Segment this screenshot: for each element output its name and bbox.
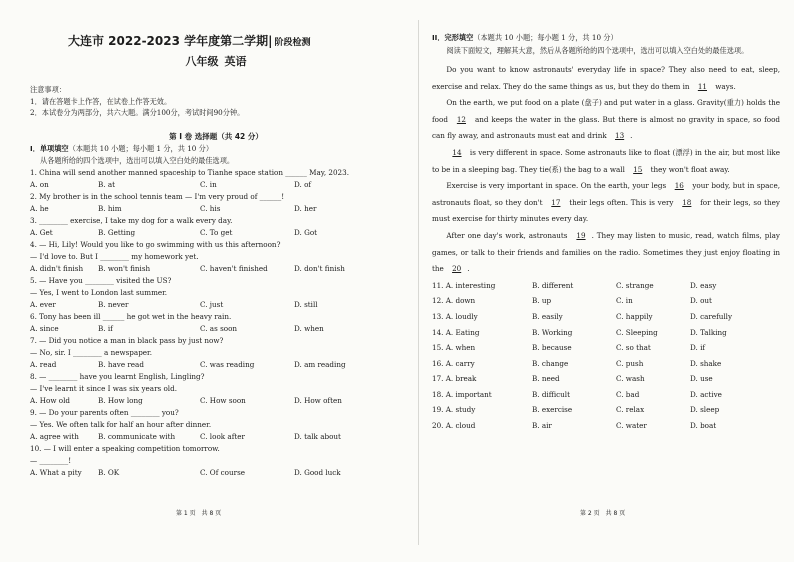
answer-option: B. Working <box>532 327 573 337</box>
question-stem: — I've learnt it since I was six years old. <box>30 383 177 393</box>
passage-text: they won't float away. <box>648 164 730 174</box>
exam-title-text: 大连市 2022-2023 学年度第二学期 <box>68 34 269 48</box>
notes-item: 2．本试卷分为两部分，共六大题。满分100分，考试时间90分钟。 <box>30 108 245 117</box>
option-row <box>30 203 402 215</box>
option-row <box>432 309 780 325</box>
passage-text: On the earth, we put food on a plate (盘子) and put water in a glass. Gravity(重力) holds the food <box>432 98 780 124</box>
question-item <box>30 167 402 191</box>
answer-option: C. happily <box>616 311 653 321</box>
part-instruction: 阅读下面短文，理解其大意，然后从各题所给的四个选项中，选出可以填入空白处的最佳选项。 <box>446 46 749 55</box>
answer-option: A. How old <box>30 395 71 405</box>
part-header <box>432 32 780 44</box>
question-stem: — ________! <box>30 455 72 465</box>
option-row <box>30 299 402 311</box>
answer-option: B. him <box>98 203 122 213</box>
answer-option: B. How long <box>98 395 143 405</box>
answer-option: B. exercise <box>532 405 573 415</box>
answer-option: D. if <box>690 343 706 353</box>
grade-subject <box>30 56 402 68</box>
passage-text: . <box>467 264 470 274</box>
option-row <box>30 323 402 335</box>
section-heading: 第 I 卷 选择题（共 42 分） <box>169 131 263 141</box>
notes-item: 1．请在答题卡上作答，在试卷上作答无效。 <box>30 96 172 106</box>
question-item <box>30 311 402 335</box>
part-header <box>30 143 402 155</box>
answer-option: A. didn't finish <box>30 263 84 273</box>
answer-option: D. still <box>294 299 318 309</box>
page-footer: 第 1 页 共 8 页 <box>176 510 222 517</box>
passage-text: their legs often. This is very <box>566 197 677 207</box>
passage-text: your body, but in space, astronauts float, so they don't <box>432 181 780 207</box>
question-item <box>30 275 402 311</box>
answer-option: B. change <box>532 358 569 368</box>
answer-option: B. won't finish <box>98 263 151 273</box>
option-row <box>432 387 780 403</box>
blank-number: 12 <box>456 114 467 124</box>
answer-option: 18. A. important <box>432 389 492 399</box>
option-row <box>432 402 780 418</box>
answer-option: D. talk about <box>294 431 341 441</box>
answer-option: D. when <box>294 323 324 333</box>
exam-title-tag: 阶段检测 <box>274 38 311 48</box>
passage-text: . They may listen to music, read, watch films, play games, or talk to their friends and families on the radio. Sometimes they just enjoy floating in the <box>432 230 780 274</box>
part-title: I．单项填空 <box>30 143 69 153</box>
answer-option: D. carefully <box>690 311 733 321</box>
answer-option: B. OK <box>98 467 120 477</box>
answer-option: B. easily <box>532 311 563 321</box>
option-row <box>30 263 402 275</box>
answer-option: C. so that <box>616 343 651 353</box>
passage-text: . <box>630 131 633 141</box>
question-stem: 1. China will send another manned spaceship to Tianhe space station ______ May, 2023. <box>30 167 349 177</box>
question-item <box>30 239 402 275</box>
option-row <box>30 179 402 191</box>
answer-option: D. Good luck <box>294 467 341 477</box>
answer-option: C. Sleeping <box>616 327 658 337</box>
answer-option: C. water <box>616 421 647 431</box>
answer-option: B. because <box>532 343 572 353</box>
answer-option: A. agree with <box>30 431 79 441</box>
answer-option: A. on <box>30 179 49 189</box>
answer-option: C. To get <box>200 227 233 237</box>
passage-paragraph <box>432 228 780 278</box>
answer-option: C. was reading <box>200 359 255 369</box>
question-item <box>30 371 402 407</box>
notes <box>30 84 402 119</box>
answer-option: C. as soon <box>200 323 238 333</box>
passage-text: and keeps the water in the glass. But there is almost no gravity in space, so food can fly away, and astronauts must eat and drink <box>432 114 780 141</box>
part-title: II．完形填空 <box>432 33 474 42</box>
answer-option: D. Got <box>294 227 318 237</box>
part-note: （本题共 10 小题；每小题 1 分，共 10 分） <box>68 143 214 153</box>
answer-option: C. haven't finished <box>200 263 268 273</box>
answer-option: 14. A. Eating <box>432 327 480 337</box>
answer-option: C. bad <box>616 389 640 399</box>
answer-option: 12. A. down <box>432 296 476 306</box>
part-instruction: 从各题所给的四个选项中，选出可以填入空白处的最佳选项。 <box>40 155 235 165</box>
blank-number: 16 <box>674 181 684 191</box>
answer-option: D. use <box>690 374 713 384</box>
blank-number: 11 <box>697 81 707 91</box>
answer-option: D. active <box>690 389 722 399</box>
answer-option: C. wash <box>616 374 645 384</box>
exam-title: 大连市 2022-2023 学年度第二学期| 阶段检测 <box>68 34 311 48</box>
question-item <box>30 407 402 443</box>
option-row <box>432 278 780 294</box>
page-1 <box>30 26 402 479</box>
passage-text: Do you want to know astronauts' everyday life in space? They also need to eat, sleep, exercise and relax. They do the same things as us, but they do them in <box>432 65 780 91</box>
answer-option: B. communicate with <box>98 431 176 441</box>
option-row <box>432 418 780 434</box>
question-stem: — I'd love to. But I ________ my homework yet. <box>30 251 199 261</box>
answer-option: D. How often <box>294 395 342 405</box>
answer-option: 19. A. study <box>432 405 476 415</box>
passage-paragraph <box>432 178 780 228</box>
question-list <box>30 167 402 479</box>
option-row <box>432 356 780 372</box>
answer-option: A. Get <box>30 227 53 237</box>
option-row <box>30 395 402 407</box>
answer-option: C. push <box>616 358 644 368</box>
blank-number: 13 <box>615 131 625 141</box>
answer-option: A. read <box>30 359 57 369</box>
question-stem: 6. Tony has been ill ______ he got wet in the heavy rain. <box>30 311 232 321</box>
option-row <box>432 340 780 356</box>
question-stem: 4. — Hi, Lily! Would you like to go swimming with us this afternoon? <box>30 239 281 249</box>
answer-option: C. his <box>200 203 221 213</box>
answer-option: B. never <box>98 299 129 309</box>
page-footer: 第 2 页 共 8 页 <box>580 510 626 517</box>
blank-number: 20 <box>452 264 462 274</box>
answer-option: 20. A. cloud <box>432 421 476 431</box>
passage-paragraph <box>432 62 780 95</box>
passage-text: ways. <box>713 81 736 91</box>
answer-option: D. her <box>294 203 317 213</box>
question-stem: 10. — I will enter a speaking competition tomorrow. <box>30 443 220 453</box>
answer-option: D. Talking <box>690 327 727 337</box>
page-2 <box>432 26 780 434</box>
question-item <box>30 215 402 239</box>
answer-option: C. Of course <box>200 467 246 477</box>
answer-option: D. don't finish <box>294 263 345 273</box>
answer-option: B. at <box>98 179 116 189</box>
answer-option: D. sleep <box>690 405 720 415</box>
option-row <box>30 467 402 479</box>
question-item <box>30 443 402 479</box>
answer-option: D. am reading <box>294 359 346 369</box>
notes-heading: 注意事项： <box>30 85 66 94</box>
blank-number: 17 <box>551 197 561 207</box>
question-item <box>30 335 402 371</box>
answer-option: C. look after <box>200 431 245 441</box>
passage-paragraph <box>432 145 780 178</box>
answer-option: B. difficult <box>532 389 570 399</box>
question-stem: — No, sir. I ________ a newspaper. <box>30 347 152 357</box>
blank-number: 19 <box>576 230 586 240</box>
passage-text: for their legs, so they must exercise for thirty minutes every day. <box>432 197 780 224</box>
question-stem: 3. ________ exercise, I take my dog for a walk every day. <box>30 215 233 225</box>
passage-text: After one day's work, astronauts <box>446 230 571 240</box>
cloze-passage <box>432 62 780 278</box>
answer-option: B. Getting <box>98 227 136 237</box>
answer-option: B. up <box>532 296 552 306</box>
cloze-options <box>432 278 780 434</box>
question-stem: 5. — Have you ________ visited the US? <box>30 275 172 285</box>
question-stem: 8. — ________ have you learnt English, Lingling? <box>30 371 205 381</box>
answer-option: C. in <box>200 179 217 189</box>
answer-option: A. ever <box>30 299 56 309</box>
option-row <box>30 431 402 443</box>
passage-paragraph <box>432 95 780 145</box>
question-stem: 9. — Do your parents often ________ you? <box>30 407 179 417</box>
answer-option: B. need <box>532 374 560 384</box>
answer-option: D. easy <box>690 280 717 290</box>
passage-text: Exercise is very important in space. On the earth, your legs <box>446 181 669 191</box>
answer-option: C. just <box>200 299 224 309</box>
option-row <box>432 371 780 387</box>
answer-option: 15. A. when <box>432 343 476 353</box>
answer-option: 13. A. loudly <box>432 311 478 321</box>
question-item <box>30 191 402 215</box>
blank-number: 15 <box>633 164 643 174</box>
answer-option: D. shake <box>690 358 722 368</box>
option-row <box>30 359 402 371</box>
passage-text: is very different in space. Some astronauts like to float (漂浮) in the air, but most like to be in a sleeping bag. They tie(系) the bag to a wall <box>432 147 780 174</box>
answer-option: B. if <box>98 323 113 333</box>
answer-option: 17. A. break <box>432 374 477 384</box>
option-row <box>30 227 402 239</box>
page-divider <box>418 20 419 545</box>
grade-label: 八年级 <box>185 55 219 68</box>
answer-option: C. in <box>616 296 633 306</box>
answer-option: 11. A. interesting <box>432 280 496 290</box>
answer-option: D. of <box>294 179 312 189</box>
answer-option: B. different <box>532 280 574 290</box>
subject-label: 英语 <box>224 55 247 68</box>
option-row <box>432 325 780 341</box>
question-stem: — Yes. We often talk for half an hour after dinner. <box>30 419 212 429</box>
answer-option: 16. A. carry <box>432 358 475 368</box>
answer-option: A. he <box>30 203 49 213</box>
answer-option: B. have read <box>98 359 144 369</box>
answer-option: D. boat <box>690 421 717 431</box>
answer-option: C. relax <box>616 405 645 415</box>
answer-option: C. strange <box>616 280 654 290</box>
option-row <box>432 293 780 309</box>
question-stem: 7. — Did you notice a man in black pass by just now? <box>30 335 224 345</box>
answer-option: A. since <box>30 323 59 333</box>
part-note: （本题共 10 小题；每小题 1 分，共 10 分） <box>473 33 618 42</box>
answer-option: A. What a pity <box>30 467 82 477</box>
blank-number: 14 <box>452 147 462 157</box>
question-stem: — Yes, I went to London last summer. <box>30 287 168 297</box>
blank-number: 18 <box>682 197 692 207</box>
question-stem: 2. My brother is in the school tennis team — I'm very proud of ______! <box>30 191 285 201</box>
answer-option: D. out <box>690 296 712 306</box>
answer-option: B. air <box>532 421 552 431</box>
answer-option: C. How soon <box>200 395 246 405</box>
